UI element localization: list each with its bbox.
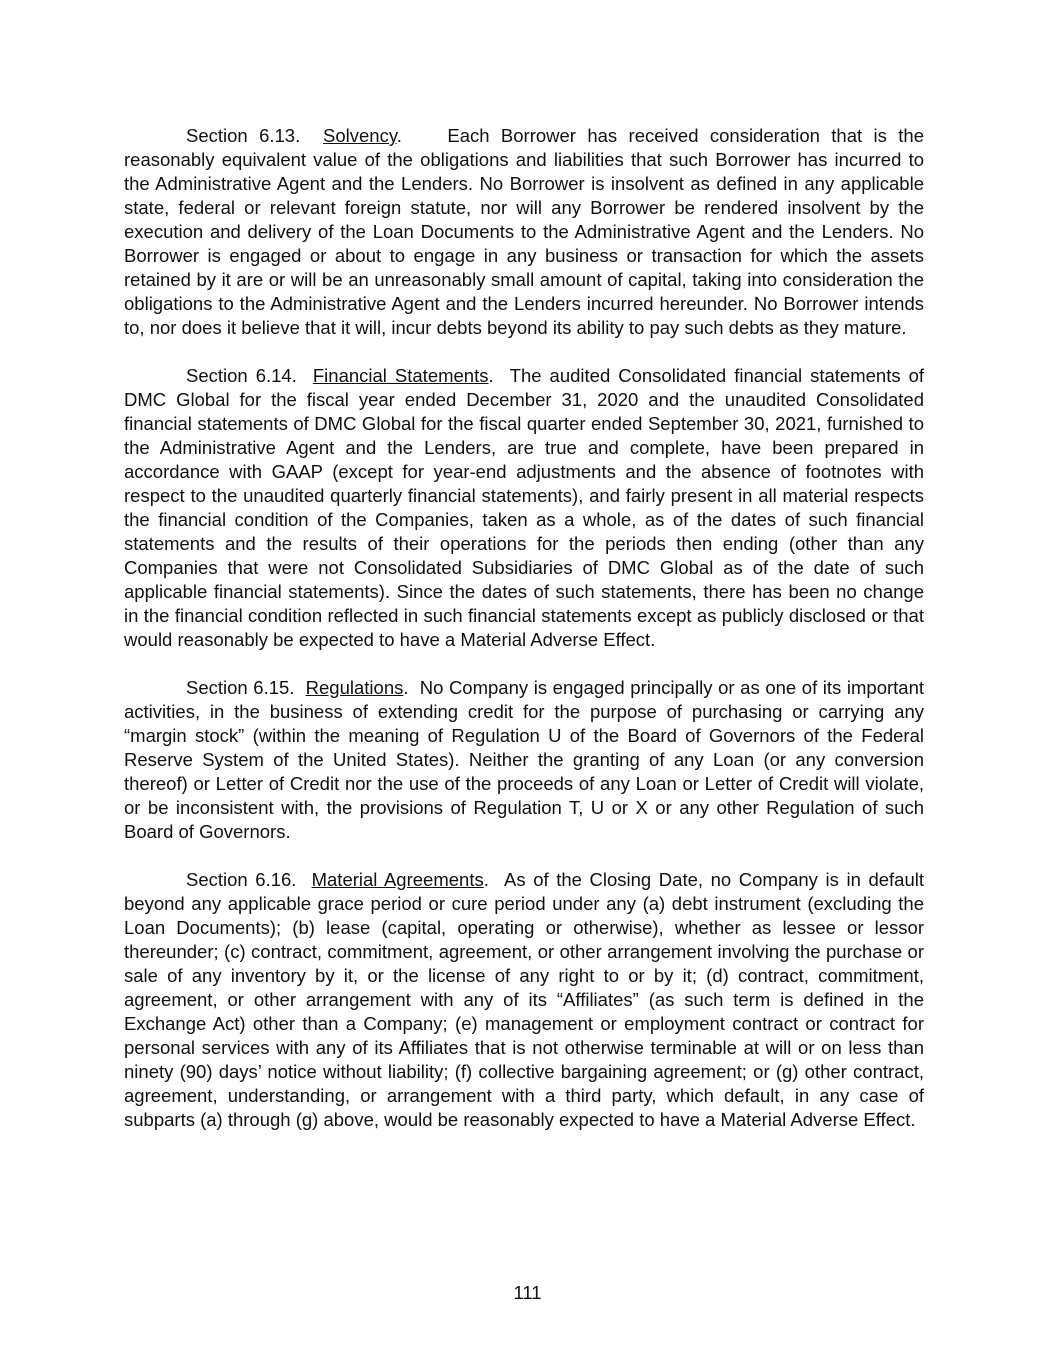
section-body: Each Borrower has received consideration that is the reasonably equivalent value of the obligations and liabilities that such Borrower has incurred to the Administrative Agent and the Lenders. No Borrower is insolvent as defined in any applicable state, federal or relevant foreign statute, nor will any Borrower be rendered insolvent by the execution and delivery of the Loan Documents to the Administrative Agent and the Lenders. No Borrower is engaged or about to engage in any business or transaction for which the assets retained by it are or will be an unreasonably small amount of capital, taking into consideration the obligations to the Administrative Agent and the Lenders incurred hereunder. No Borrower intends to, nor does it believe that it will, incur debts beyond its ability to pay such debts as they mature. [124,125,924,338]
section-number: Section 6.13. [186,125,301,146]
page-number: 111 [513,1282,542,1303]
heading-punctuation: . [483,869,489,890]
section-heading: Financial Statements [312,365,489,386]
section-heading: Material Agreements [311,869,484,890]
heading-punctuation: . [488,365,494,386]
section-6-15 [124,676,924,844]
section-number: Section 6.14. [186,365,297,386]
heading-punctuation: . [403,677,409,698]
section-number: Section 6.16. [186,869,297,890]
section-6-13 [124,124,924,340]
section-heading: Solvency [323,125,397,146]
document-page [124,124,924,1156]
section-body: The audited Consolidated financial statements of DMC Global for the fiscal year ended December 31, 2020 and the unaudited Consolidated financial statements of DMC Global for the fiscal quarter ended September 30, 2021, furnished to the Administrative Agent and the Lenders, are true and complete, have been prepared in accordance with GAAP (except for year-end adjustments and the absence of footnotes with respect to the unaudited quarterly financial statements), and fairly present in all material respects the financial condition of the Companies, taken as a whole, as of the dates of such financial statements and the results of their operations for the periods then ending (other than any Companies that were not Consolidated Subsidiaries of DMC Global as of the date of such applicable financial statements). Since the dates of such statements, there has been no change in the financial condition reflected in such financial statements except as publicly disclosed or that would reasonably be expected to have a Material Adverse Effect. [124,365,925,650]
section-body: No Company is engaged principally or as one of its important activities, in the business of extending credit for the purpose of purchasing or carrying any “margin stock” (within the meaning of Regulation U of the Board of Governors of the Federal Reserve System of the United States). Neither the granting of any Loan (or any conversion thereof) or Letter of Credit nor the use of the proceeds of any Loan or Letter of Credit will violate, or be inconsistent with, the provisions of Regulation T, U or X or any other Regulation of such Board of Governors. [124,677,925,842]
heading-punctuation: . [396,125,402,146]
section-6-14 [124,364,924,652]
section-body: As of the Closing Date, no Company is in default beyond any applicable grace period or cure period under any (a) debt instrument (excluding the Loan Documents); (b) lease (capital, operating or otherwise), whether as lessee or lessor thereunder; (c) contract, commitment, agreement, or other arrangement involving the purchase or sale of any inventory by it, or the license of any right to or by it; (d) contract, commitment, agreement, or other arrangement with any of its “Affiliates” (as such term is defined in the Exchange Act) other than a Company; (e) management or employment contract or contract for personal services with any of its Affiliates that is not otherwise terminable at will or on less than ninety (90) days’ notice without liability; (f) collective bargaining agreement; or (g) other contract, agreement, understanding, or arrangement with a third party, which default, in any case of subparts (a) through (g) above, would be reasonably expected to have a Material Adverse Effect. [124,869,924,1130]
section-6-16 [124,868,924,1132]
section-heading: Regulations [305,677,404,698]
section-number: Section 6.15. [186,677,295,698]
